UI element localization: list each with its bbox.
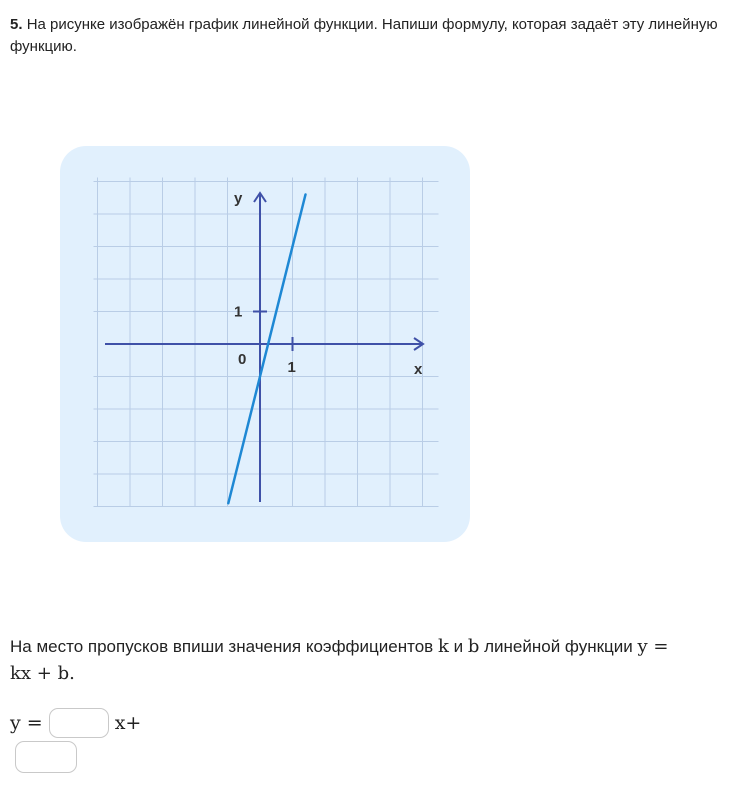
- y-axis-label: y: [234, 190, 243, 207]
- instructions-text-2: линейной функции: [484, 637, 633, 656]
- b-input[interactable]: [15, 741, 77, 773]
- task-number: 5.: [10, 16, 23, 33]
- coef-k: k: [437, 636, 449, 657]
- k-input[interactable]: [49, 708, 109, 738]
- linear-function-graph: [60, 146, 470, 542]
- formula-part-2: kx + b.: [10, 663, 75, 684]
- grid: [94, 178, 439, 507]
- x-axis-label: x: [414, 361, 423, 378]
- coef-b: b: [467, 636, 480, 657]
- answer-middle: x+: [114, 712, 142, 734]
- x-unit-label: 1: [287, 359, 296, 376]
- answer-prefix: y =: [10, 712, 43, 734]
- origin-label: 0: [238, 351, 247, 368]
- instructions-and: и: [453, 637, 464, 656]
- formula-part-1: y =: [637, 636, 669, 657]
- function-line: [228, 195, 305, 504]
- y-unit-label: 1: [234, 303, 243, 321]
- answer-row: [10, 706, 141, 740]
- graph-card: [60, 146, 470, 542]
- instructions-text-1: На место пропусков впиши значения коэффициентов: [10, 637, 434, 656]
- task-statement: [10, 14, 730, 58]
- task-text: На рисунке изображён график линейной функции. Напиши формулу, которая задаёт эту линейную функцию.: [10, 16, 718, 55]
- instructions: [10, 633, 710, 687]
